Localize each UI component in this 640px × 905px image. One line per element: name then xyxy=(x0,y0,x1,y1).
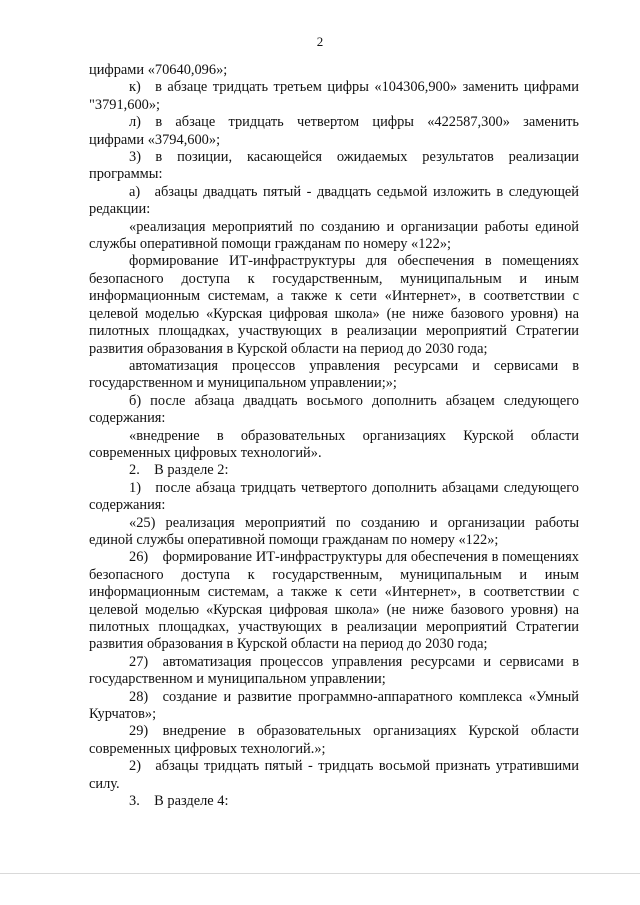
paragraph: 3) в позиции, касающейся ожидаемых результатов реализации программы: xyxy=(89,149,579,183)
paragraph: 2. В разделе 2: xyxy=(129,462,229,479)
paragraph: «25) реализация мероприятий по созданию и организации работы единой службы оперативной помощи гражданам по номеру «122»; xyxy=(89,514,579,548)
paragraph: цифрами «70640,096»; xyxy=(89,62,228,78)
paragraph: формирование ИТ-инфраструктуры для обеспечения в помещениях безопасного доступа к государственным, муниципальным и иным информационным системам, а также к сети «Интернет», в соответствии с целевой моделью «Курская цифровая школа» (не ниже базового уровня) на пилотных площадках, участвующих в реализации мероприятий Стратегии развития образования в Курской области на период до 2030 года; xyxy=(89,253,579,357)
paragraph: автоматизация процессов управления ресурсами и сервисами в государственном и муниципальном управлении;»; xyxy=(89,357,579,392)
paragraph: б) после абзаца двадцать восьмого дополнить абзацем следующего содержания: xyxy=(89,392,579,427)
paragraph: 29) внедрение в образовательных организациях Курской области современных цифровых технологий.»; xyxy=(89,723,579,757)
paragraph: 26) формирование ИТ-инфраструктуры для обеспечения в помещениях безопасного доступа к государственным, муниципальным и иным информационным системам, а также к сети «Интернет», в соответствии с целевой моделью «Курская цифровая школа» (не ниже базового уровня) на пилотных площадках, участвующих в реализации мероприятий Стратегии развития образования в Курской области на период до 2030 года; xyxy=(89,549,579,653)
paragraph: л) в абзаце тридцать четвертом цифры «422587,300» заменить цифрами «3794,600»; xyxy=(89,114,579,148)
paragraph: 28) создание и развитие программно-аппаратного комплекса «Умный Курчатов»; xyxy=(89,688,579,723)
page-number: 2 xyxy=(316,34,324,49)
paragraph: а) абзацы двадцать пятый - двадцать седьмой изложить в следующей редакции: xyxy=(89,183,579,218)
paragraph: 3. В разделе 4: xyxy=(129,793,229,810)
paragraph: «внедрение в образовательных организациях Курской области современных цифровых технологий». xyxy=(89,427,579,461)
paragraph: 1) после абзаца тридцать четвертого дополнить абзацами следующего содержания: xyxy=(89,479,579,514)
paragraph: к) в абзаце тридцать третьем цифры «104306,900» заменить цифрами "3791,600»; xyxy=(89,79,579,113)
paragraph: 2) абзацы тридцать пятый - тридцать восьмой признать утратившими силу. xyxy=(89,758,579,792)
paragraph: «реализация мероприятий по созданию и организации работы единой службы оперативной помощи гражданам по номеру «122»; xyxy=(89,218,579,253)
document-body xyxy=(89,62,579,810)
paragraph: 27) автоматизация процессов управления ресурсами и сервисами в государственном и муниципальном управлении; xyxy=(89,653,579,688)
page-bottom-edge xyxy=(0,873,640,874)
